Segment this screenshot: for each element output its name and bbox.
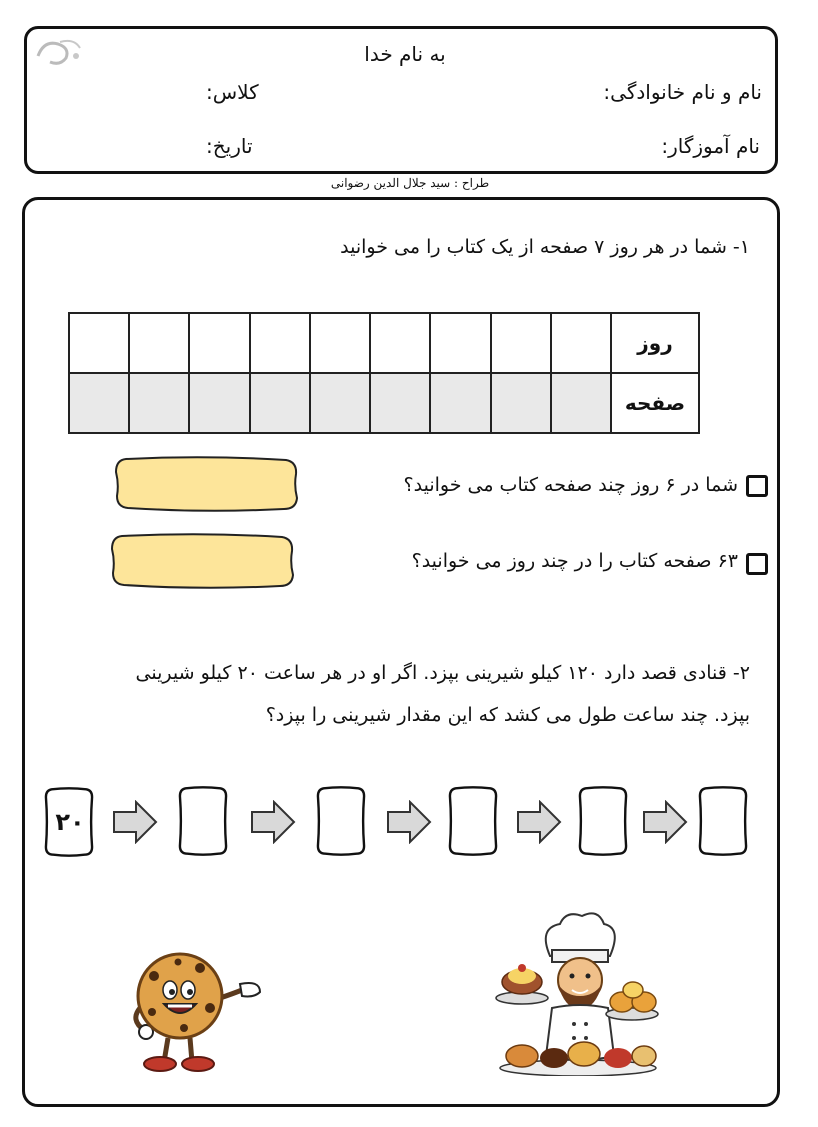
table-cell[interactable] bbox=[551, 373, 611, 433]
row-label-day: روز bbox=[611, 313, 699, 373]
answer-box-1[interactable] bbox=[114, 456, 298, 512]
table-cell[interactable] bbox=[69, 373, 129, 433]
arrow-right-icon bbox=[516, 800, 562, 844]
table-row bbox=[69, 313, 699, 373]
table-cell[interactable] bbox=[370, 313, 430, 373]
answer-box-2[interactable] bbox=[110, 533, 294, 589]
process-box-empty[interactable] bbox=[578, 785, 628, 857]
question-1-text: ۱- شما در هر روز ۷ صفحه از یک کتاب را می خوانید bbox=[340, 236, 750, 258]
table-cell[interactable] bbox=[551, 313, 611, 373]
table-cell[interactable] bbox=[189, 373, 249, 433]
table-cell[interactable] bbox=[310, 373, 370, 433]
table-cell[interactable] bbox=[491, 313, 551, 373]
arrow-right-icon bbox=[112, 800, 158, 844]
table-cell[interactable] bbox=[129, 313, 189, 373]
arrow-right-icon bbox=[386, 800, 432, 844]
logo-icon bbox=[30, 34, 88, 70]
process-box-empty[interactable] bbox=[316, 785, 366, 857]
designer-credit: طراح : سید جلال الدین رضوانی bbox=[330, 176, 490, 190]
table-cell[interactable] bbox=[69, 313, 129, 373]
row-label-page: صفحه bbox=[611, 373, 699, 433]
table-cell[interactable] bbox=[250, 313, 310, 373]
checkbox-sub1[interactable] bbox=[746, 475, 768, 497]
table-cell[interactable] bbox=[491, 373, 551, 433]
name-label: نام و نام خانوادگی: bbox=[603, 80, 762, 104]
page-title: به نام خدا bbox=[364, 42, 446, 66]
question-2-line-2: بپزد. چند ساعت طول می کشد که این مقدار شیرینی را بپزد؟ bbox=[265, 704, 750, 726]
table-row bbox=[69, 373, 699, 433]
table-cell[interactable] bbox=[430, 373, 490, 433]
teacher-label: نام آموزگار: bbox=[661, 134, 760, 158]
start-value: ۲۰ bbox=[55, 808, 85, 836]
days-pages-table bbox=[68, 312, 700, 434]
class-label: کلاس: bbox=[206, 80, 259, 104]
table-cell[interactable] bbox=[129, 373, 189, 433]
chef-illustration bbox=[494, 906, 660, 1076]
table-cell[interactable] bbox=[370, 373, 430, 433]
table-cell[interactable] bbox=[310, 313, 370, 373]
question-2-line-1: ۲- قنادی قصد دارد ۱۲۰ کیلو شیرینی بپزد. اگر او در هر ساعت ۲۰ کیلو شیرینی bbox=[135, 662, 750, 684]
process-box-empty[interactable] bbox=[448, 785, 498, 857]
process-box-empty[interactable] bbox=[698, 785, 748, 857]
table-cell[interactable] bbox=[189, 313, 249, 373]
arrow-right-icon bbox=[642, 800, 688, 844]
arrow-right-icon bbox=[250, 800, 296, 844]
table-cell[interactable] bbox=[250, 373, 310, 433]
cookie-character-illustration bbox=[124, 946, 266, 1074]
process-box-empty[interactable] bbox=[178, 785, 228, 857]
table-cell[interactable] bbox=[430, 313, 490, 373]
date-label: تاریخ: bbox=[206, 134, 253, 158]
checkbox-sub2[interactable] bbox=[746, 553, 768, 575]
sub-question-1: شما در ۶ روز چند صفحه کتاب می خوانید؟ bbox=[403, 474, 738, 496]
sub-question-2: ۶۳ صفحه کتاب را در چند روز می خوانید؟ bbox=[411, 550, 738, 572]
